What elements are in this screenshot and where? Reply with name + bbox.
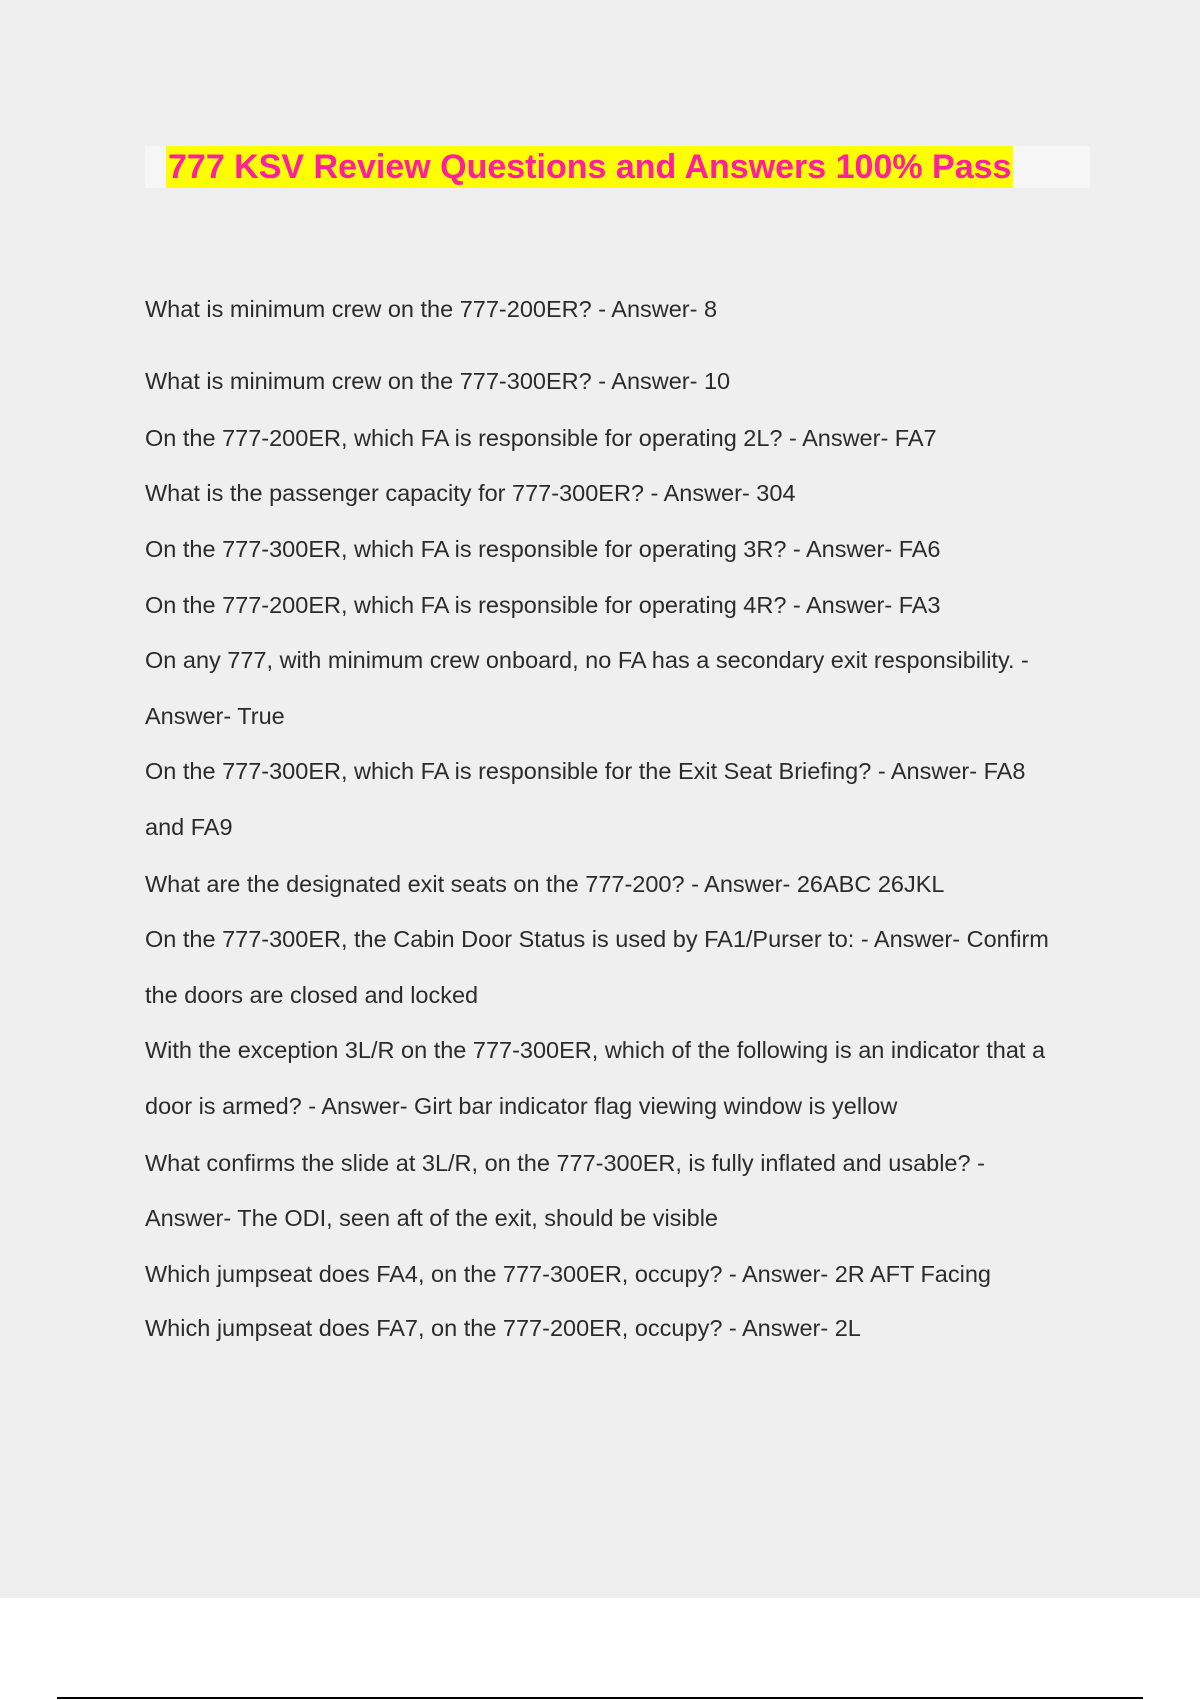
qa-line: What is minimum crew on the 777-200ER? - Answer- 8 (145, 296, 718, 322)
qa-line: Answer- True (145, 703, 285, 729)
qa-line: What are the designated exit seats on the 777-200? - Answer- 26ABC 26JKL (145, 871, 945, 897)
qa-line: On the 777-300ER, which FA is responsible for the Exit Seat Briefing? - Answer- FA8 (145, 758, 1026, 784)
qa-line: What is minimum crew on the 777-300ER? - Answer- 10 (145, 368, 731, 394)
qa-line: Which jumpseat does FA4, on the 777-300ER, occupy? - Answer- 2R AFT Facing (145, 1261, 991, 1287)
qa-line: With the exception 3L/R on the 777-300ER, which of the following is an indicator that a (145, 1037, 1046, 1063)
qa-line: the doors are closed and locked (145, 982, 479, 1008)
qa-line: and FA9 (145, 814, 233, 840)
qa-line: On the 777-300ER, which FA is responsible for operating 3R? - Answer- FA6 (145, 536, 941, 562)
qa-line: On the 777-200ER, which FA is responsible for operating 4R? - Answer- FA3 (145, 592, 941, 618)
qa-line: On any 777, with minimum crew onboard, no FA has a secondary exit responsibility. - (145, 647, 1029, 673)
qa-line: Which jumpseat does FA7, on the 777-200ER, occupy? - Answer- 2L (145, 1315, 861, 1341)
qa-line: Answer- The ODI, seen aft of the exit, should be visible (145, 1205, 718, 1231)
footer-divider (57, 1697, 1143, 1699)
qa-line: What confirms the slide at 3L/R, on the 777-300ER, is fully inflated and usable? - (145, 1150, 985, 1176)
qa-line: door is armed? - Answer- Girt bar indicator flag viewing window is yellow (145, 1093, 898, 1119)
document-title: 777 KSV Review Questions and Answers 100% Pass (168, 148, 1012, 186)
qa-line: On the 777-300ER, the Cabin Door Status is used by FA1/Purser to: - Answer- Confirm (145, 926, 1049, 952)
qa-line: On the 777-200ER, which FA is responsible for operating 2L? - Answer- FA7 (145, 425, 937, 451)
qa-line: What is the passenger capacity for 777-300ER? - Answer- 304 (145, 480, 796, 506)
